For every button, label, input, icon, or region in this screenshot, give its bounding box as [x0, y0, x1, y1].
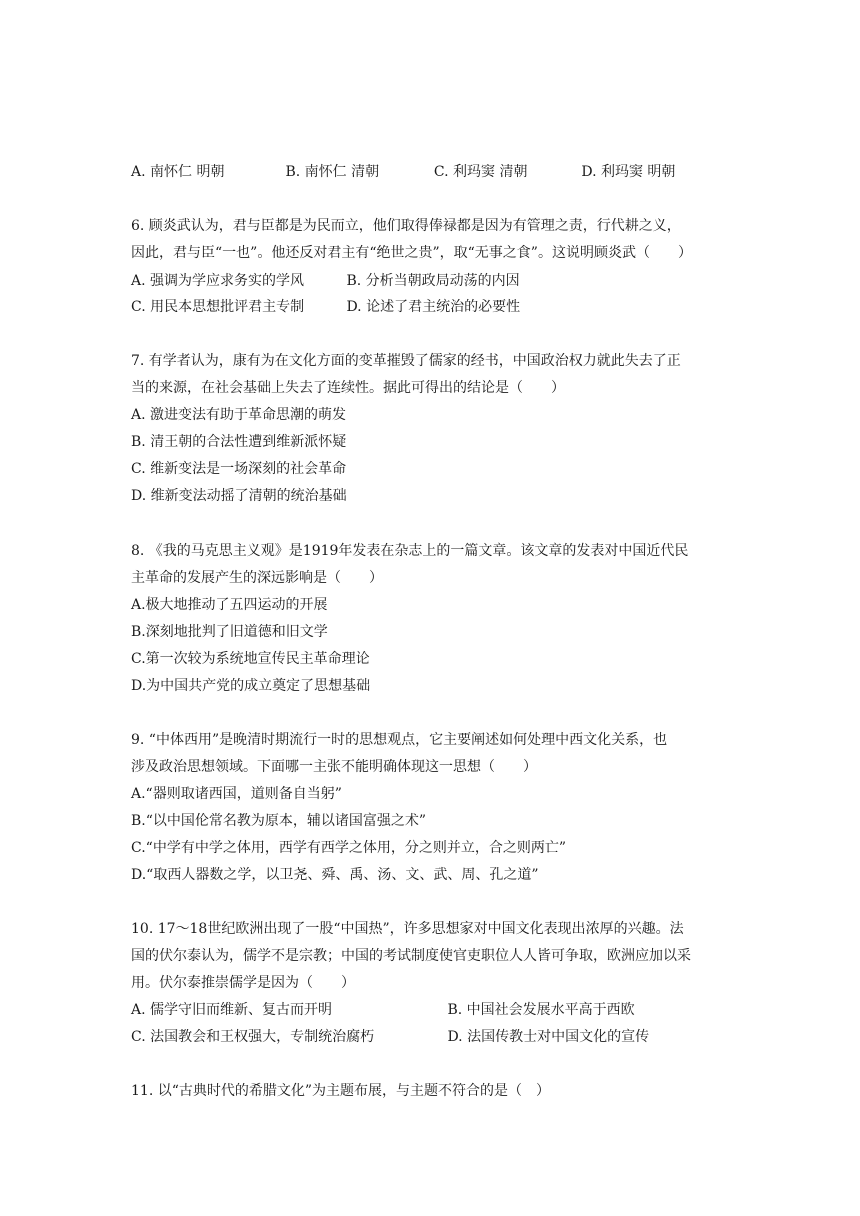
q7-option-c: C. 维新变法是一场深刻的社会革命: [131, 461, 347, 477]
q10-option-d: D. 法国传教士对中国文化的宣传: [447, 1029, 650, 1045]
q8-stem-line-1: 8. 《我的马克思主义观》是1919年发表在杂志上的一篇文章。该文章的发表对中国近代民: [131, 543, 689, 559]
q7-option-b: B. 清王朝的合法性遭到维新派怀疑: [131, 434, 347, 450]
q10-stem-line-1: 10. 17～18世纪欧洲出现了一股“中国热”，许多思想家对中国文化表现出浓厚的兴趣。法: [131, 921, 684, 937]
q5-options: [131, 162, 675, 182]
q10-option-a: A. 儒学守旧而维新、复古而开明: [131, 1002, 333, 1018]
q8-option-d: D.为中国共产党的成立奠定了思想基础: [131, 678, 371, 694]
q10-option-c: C. 法国教会和王权强大，专制统治腐朽: [131, 1029, 375, 1045]
q6-option-a: A. 强调为学应求务实的学风: [131, 273, 305, 289]
q5-option-d: D. 利玛窦 明朝: [581, 164, 676, 180]
q6-options-row-1: [131, 271, 520, 291]
q7-stem-line-2: 当的来源，在社会基础上失去了连续性。据此可得出的结论是（ ）: [131, 380, 565, 396]
q6-stem-line-2: 因此，君与臣“一也”。他还反对君主有“绝世之贵”，取“无事之食”。这说明顾炎武（ ）: [131, 245, 692, 261]
q8-option-b: B.深刻地批判了旧道德和旧文学: [131, 624, 328, 640]
q6-option-c: C. 用民本思想批评君主专制: [131, 299, 305, 315]
q9-option-c: C.“中学有中学之体用，西学有西学之体用，分之则并立，合之则两亡”: [131, 840, 566, 856]
q6-stem-line-1: 6. 顾炎武认为，君与臣都是为民而立，他们取得俸禄都是因为有管理之责，行代耕之义，: [131, 218, 681, 234]
q8-option-a: A.极大地推动了五四运动的开展: [131, 597, 328, 613]
q5-option-a: A. 南怀仁 明朝: [131, 164, 225, 180]
q8-stem-line-2: 主革命的发展产生的深远影响是（ ）: [131, 570, 383, 586]
q10-stem-line-2: 国的伏尔泰认为，儒学不是宗教；中国的考试制度使官吏职位人人皆可争取，欧洲应加以采: [131, 948, 691, 964]
q9-stem-line-1: 9. “中体西用”是晚清时期流行一时的思想观点，它主要阐述如何处理中西文化关系，也: [131, 732, 668, 748]
q10-option-b: B. 中国社会发展水平高于西欧: [447, 1002, 635, 1018]
q7-option-d: D. 维新变法动摇了清朝的统治基础: [131, 488, 347, 504]
q9-option-a: A.“器则取诸西国，道则备自当躬”: [131, 786, 342, 802]
q6-option-d: D. 论述了君主统治的必要性: [346, 299, 521, 315]
q6-option-b: B. 分析当朝政局动荡的内因: [346, 273, 520, 289]
q7-option-a: A. 激进变法有助于革命思潮的萌发: [131, 407, 347, 423]
q7-stem-line-1: 7. 有学者认为，康有为在文化方面的变革摧毁了儒家的经书，中国政治权力就此失去了正: [131, 353, 681, 369]
q10-options-row-2: [131, 1027, 649, 1047]
q11-stem-line-1: 11. 以“古典时代的希腊文化”为主题布展，与主题不符合的是（ ）: [131, 1083, 551, 1099]
q6-options-row-2: [131, 297, 520, 317]
q9-stem-line-2: 涉及政治思想领域。下面哪一主张不能明确体现这一思想（ ）: [131, 759, 537, 775]
q10-stem-line-3: 用。伏尔泰推崇儒学是因为（ ）: [131, 975, 355, 991]
q9-option-b: B.“以中国伦常名教为原本，辅以诸国富强之术”: [131, 813, 427, 829]
q5-option-b: B. 南怀仁 清朝: [285, 164, 380, 180]
q10-options-row-1: [131, 1000, 635, 1020]
q8-option-c: C.第一次较为系统地宣传民主革命理论: [131, 651, 370, 667]
q9-option-d: D.“取西人器数之学，以卫尧、舜、禹、汤、文、武、周、孔之道”: [131, 867, 539, 883]
q5-option-c: C. 利玛窦 清朝: [433, 164, 528, 180]
